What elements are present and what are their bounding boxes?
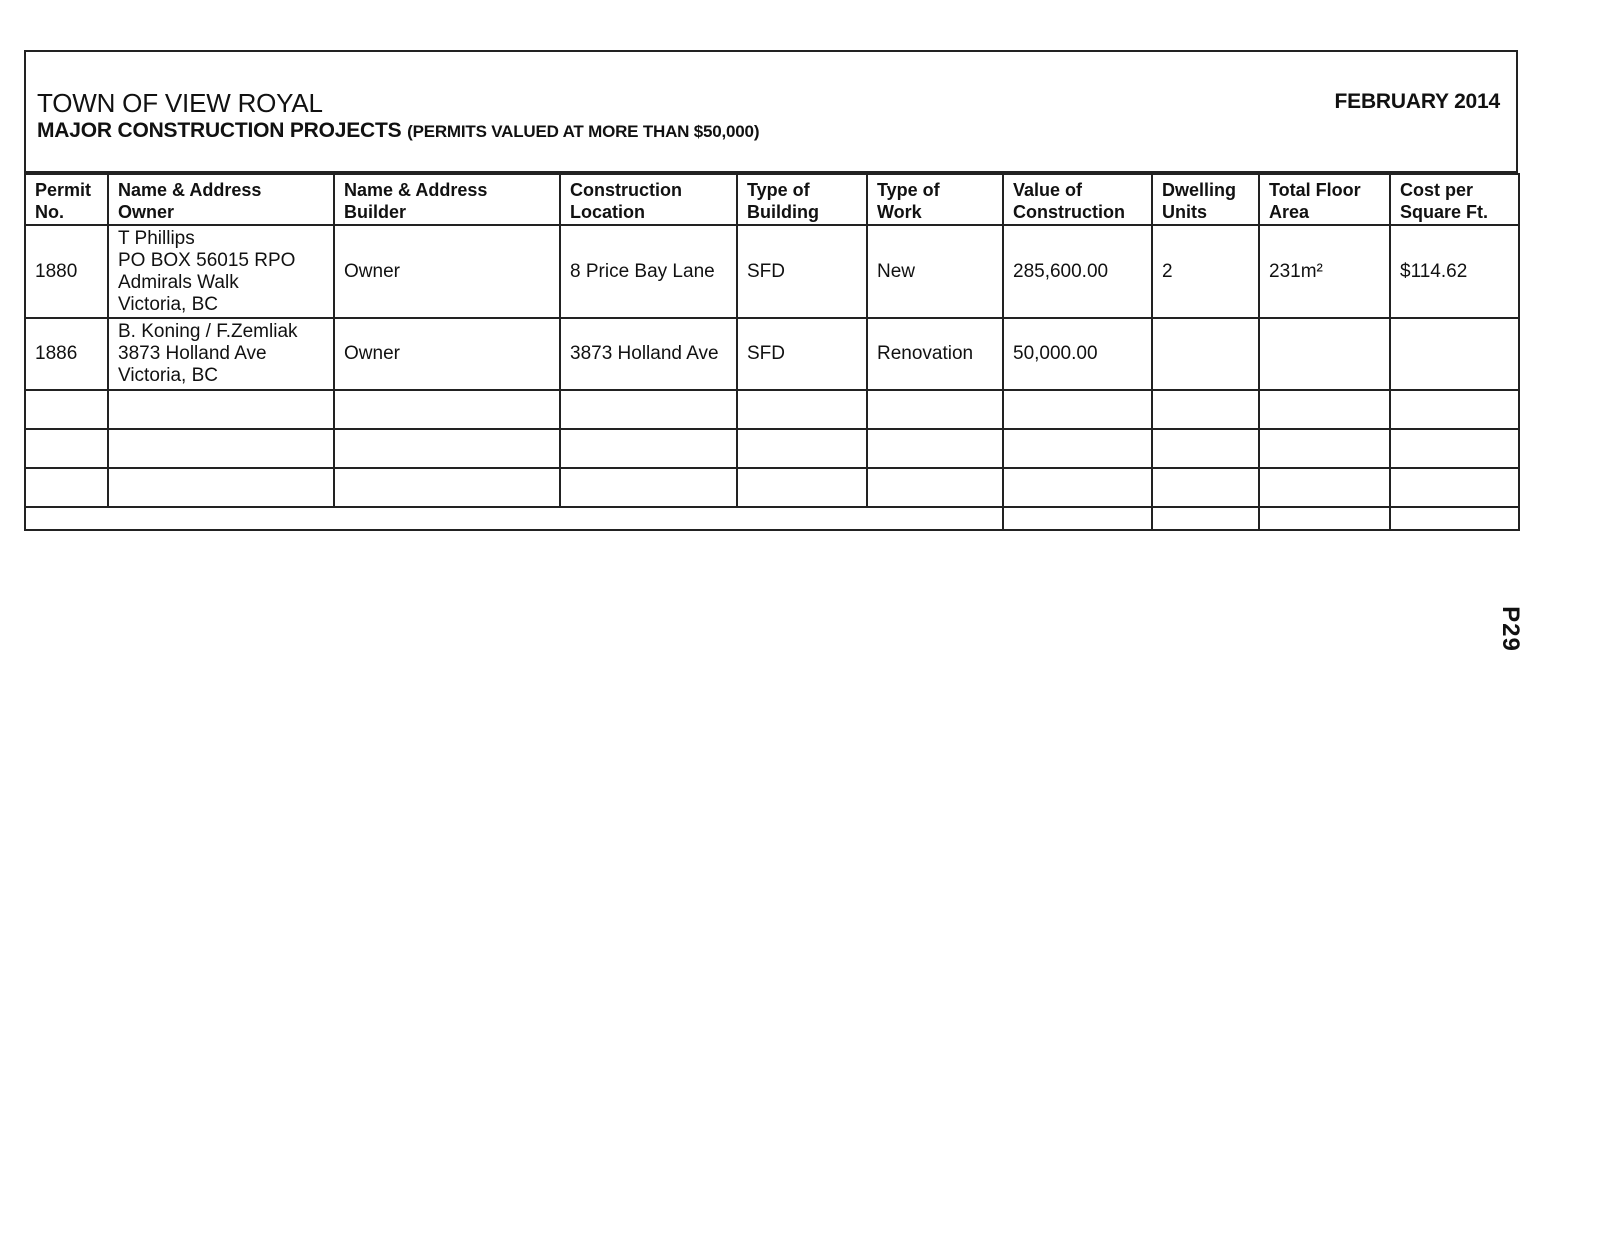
column-header-work-type: Type of Work bbox=[867, 174, 1003, 225]
empty-cell bbox=[737, 468, 867, 507]
column-header-building-type: Type of Building bbox=[737, 174, 867, 225]
dwelling-units-cell bbox=[1152, 318, 1259, 390]
empty-cell bbox=[1259, 468, 1390, 507]
report-header bbox=[24, 50, 1518, 173]
empty-cell bbox=[1259, 429, 1390, 468]
location-cell: 8 Price Bay Lane bbox=[560, 225, 737, 318]
builder-cell: Owner bbox=[334, 318, 560, 390]
column-header-location: Construction Location bbox=[560, 174, 737, 225]
totals-area-cell bbox=[1259, 507, 1390, 530]
column-header-builder: Name & Address Builder bbox=[334, 174, 560, 225]
totals-row bbox=[25, 507, 1519, 530]
builder-cell: Owner bbox=[334, 225, 560, 318]
totals-units-cell bbox=[1152, 507, 1259, 530]
empty-cell bbox=[1152, 390, 1259, 429]
empty-table-row bbox=[25, 468, 1519, 507]
report-title-note: (PERMITS VALUED AT MORE THAN $50,000) bbox=[407, 122, 760, 141]
cost-per-sqft-cell: $114.62 bbox=[1390, 225, 1519, 318]
table-header-row bbox=[25, 174, 1519, 225]
column-header-value: Value of Construction bbox=[1003, 174, 1152, 225]
empty-cell bbox=[1390, 429, 1519, 468]
empty-cell bbox=[560, 390, 737, 429]
table-row bbox=[25, 225, 1519, 318]
empty-cell bbox=[737, 390, 867, 429]
totals-value-cell bbox=[1003, 507, 1152, 530]
empty-cell bbox=[1152, 468, 1259, 507]
empty-cell bbox=[108, 429, 334, 468]
floor-area-cell bbox=[1259, 318, 1390, 390]
building-type-cell: SFD bbox=[737, 225, 867, 318]
permit-no-cell: 1886 bbox=[25, 318, 108, 390]
report-title bbox=[37, 119, 759, 143]
empty-cell bbox=[1003, 468, 1152, 507]
empty-cell bbox=[108, 468, 334, 507]
empty-cell bbox=[334, 468, 560, 507]
column-header-floor-area: Total Floor Area bbox=[1259, 174, 1390, 225]
totals-cost-cell bbox=[1390, 507, 1519, 530]
empty-cell bbox=[1152, 429, 1259, 468]
dwelling-units-cell: 2 bbox=[1152, 225, 1259, 318]
report-title-text: MAJOR CONSTRUCTION PROJECTS bbox=[37, 119, 402, 142]
empty-cell bbox=[108, 390, 334, 429]
empty-cell bbox=[867, 468, 1003, 507]
empty-cell bbox=[737, 429, 867, 468]
column-header-cost-per-sqft: Cost per Square Ft. bbox=[1390, 174, 1519, 225]
value-cell: 50,000.00 bbox=[1003, 318, 1152, 390]
work-type-cell: Renovation bbox=[867, 318, 1003, 390]
table-row bbox=[25, 318, 1519, 390]
empty-cell bbox=[25, 468, 108, 507]
column-header-permit-no: Permit No. bbox=[25, 174, 108, 225]
column-header-dwelling-units: Dwelling Units bbox=[1152, 174, 1259, 225]
empty-cell bbox=[1390, 468, 1519, 507]
report-period: FEBRUARY 2014 bbox=[1334, 90, 1500, 113]
empty-table-row bbox=[25, 429, 1519, 468]
empty-cell bbox=[1390, 390, 1519, 429]
empty-cell bbox=[560, 429, 737, 468]
owner-cell: B. Koning / F.Zemliak 3873 Holland Ave Victoria, BC bbox=[108, 318, 334, 390]
location-cell: 3873 Holland Ave bbox=[560, 318, 737, 390]
empty-cell bbox=[334, 429, 560, 468]
empty-cell bbox=[867, 390, 1003, 429]
organization-name: TOWN OF VIEW ROYAL bbox=[37, 88, 323, 118]
empty-cell bbox=[560, 468, 737, 507]
value-cell: 285,600.00 bbox=[1003, 225, 1152, 318]
column-header-owner: Name & Address Owner bbox=[108, 174, 334, 225]
page-number: P29 bbox=[1496, 606, 1524, 652]
floor-area-cell: 231m² bbox=[1259, 225, 1390, 318]
totals-label-cell bbox=[25, 507, 1003, 530]
work-type-cell: New bbox=[867, 225, 1003, 318]
empty-cell bbox=[1003, 429, 1152, 468]
permits-table bbox=[24, 173, 1520, 531]
cost-per-sqft-cell bbox=[1390, 318, 1519, 390]
empty-cell bbox=[334, 390, 560, 429]
empty-cell bbox=[25, 429, 108, 468]
empty-cell bbox=[25, 390, 108, 429]
empty-cell bbox=[1259, 390, 1390, 429]
empty-cell bbox=[1003, 390, 1152, 429]
permit-no-cell: 1880 bbox=[25, 225, 108, 318]
empty-table-row bbox=[25, 390, 1519, 429]
empty-cell bbox=[867, 429, 1003, 468]
building-type-cell: SFD bbox=[737, 318, 867, 390]
owner-cell: T Phillips PO BOX 56015 RPO Admirals Walk Victoria, BC bbox=[108, 225, 334, 318]
